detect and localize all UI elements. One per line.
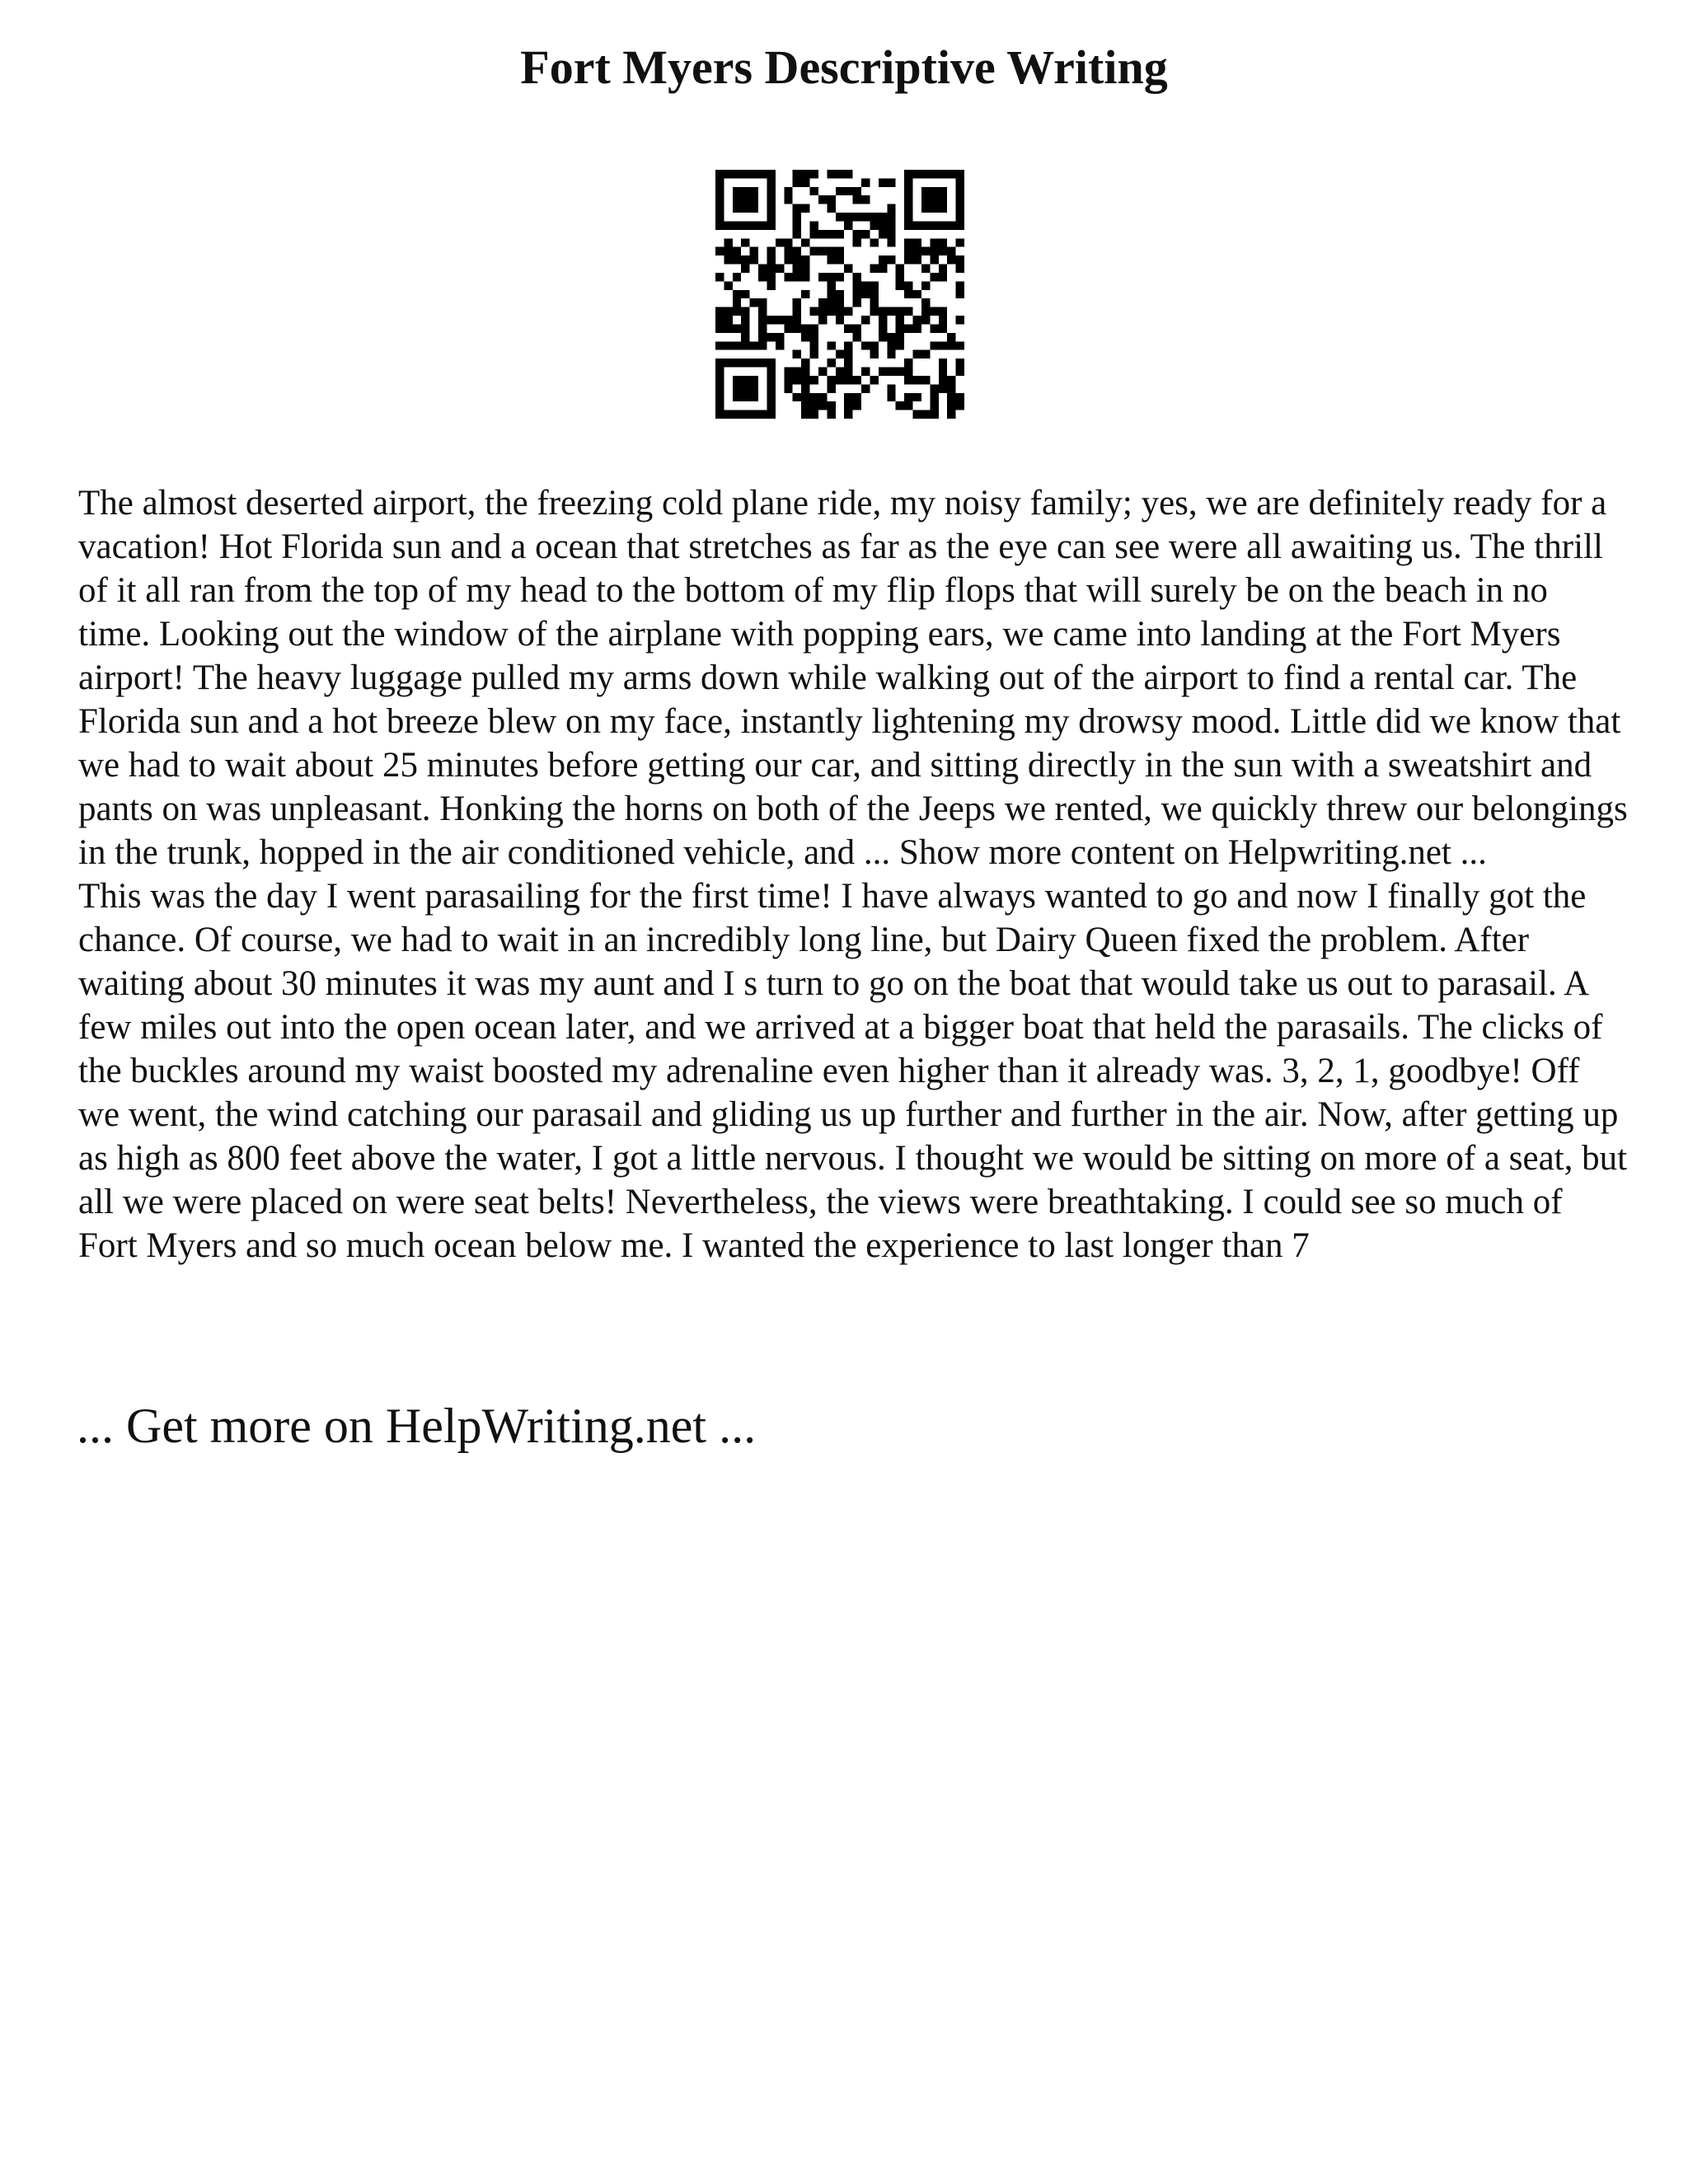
body-paragraph: The almost deserted airport, the freezing cold plane ride, my noisy family; yes, we are definitely ready for a vacation! Hot Florida sun and a ocean that stretches as far as the eye can see were all awaiting us. The thrill of it all ran from the top of my head to the bottom of my flip flops that will surely be on the beach in no time. Looking out the window of the airplane with popping ears, we came into landing at the Fort Myers airport! The heavy luggage pulled my arms down while walking out of the airport to find a rental car. The Florida sun and a hot breeze blew on my face, instantly lightening my drowsy mood. Little did we know that we had to wait about 25 minutes before getting our car, and sitting directly in the sun with a sweatshirt and pants on was unpleasant. Honking the horns on both of the Jeeps we rented, we quickly threw our belongings in the trunk, hopped in the air conditioned vehicle, and ... Show more content on Helpwriting.net ...	[78, 484, 1628, 872]
qr-code-icon	[715, 170, 964, 419]
get-more-link[interactable]: ... Get more on HelpWriting.net ...	[77, 1399, 757, 1453]
page-title: Fort Myers Descriptive Writing	[520, 40, 1168, 94]
document-body	[78, 481, 1628, 1268]
body-paragraph: This was the day I went parasailing for the first time! I have always wanted to go and now I finally got the chance. Of course, we had to wait in an incredibly long line, but Dairy Queen fixed the problem. After waiting about 30 minutes it was my aunt and I s turn to go on the boat that would take us out to parasail. A few miles out into the open ocean later, and we arrived at a bigger boat that held the parasails. The clicks of the buckles around my waist boosted my adrenaline even higher than it already was. 3, 2, 1, goodbye! Off we went, the wind catching our parasail and gliding us up further and further in the air. Now, after getting up as high as 800 feet above the water, I got a little nervous. I thought we would be sitting on more of a seat, but all we were placed on were seat belts! Nevertheless, the views were breathtaking. I could see so much of Fort Myers and so much ocean below me. I wanted the experience to last longer than 7	[78, 877, 1628, 1265]
